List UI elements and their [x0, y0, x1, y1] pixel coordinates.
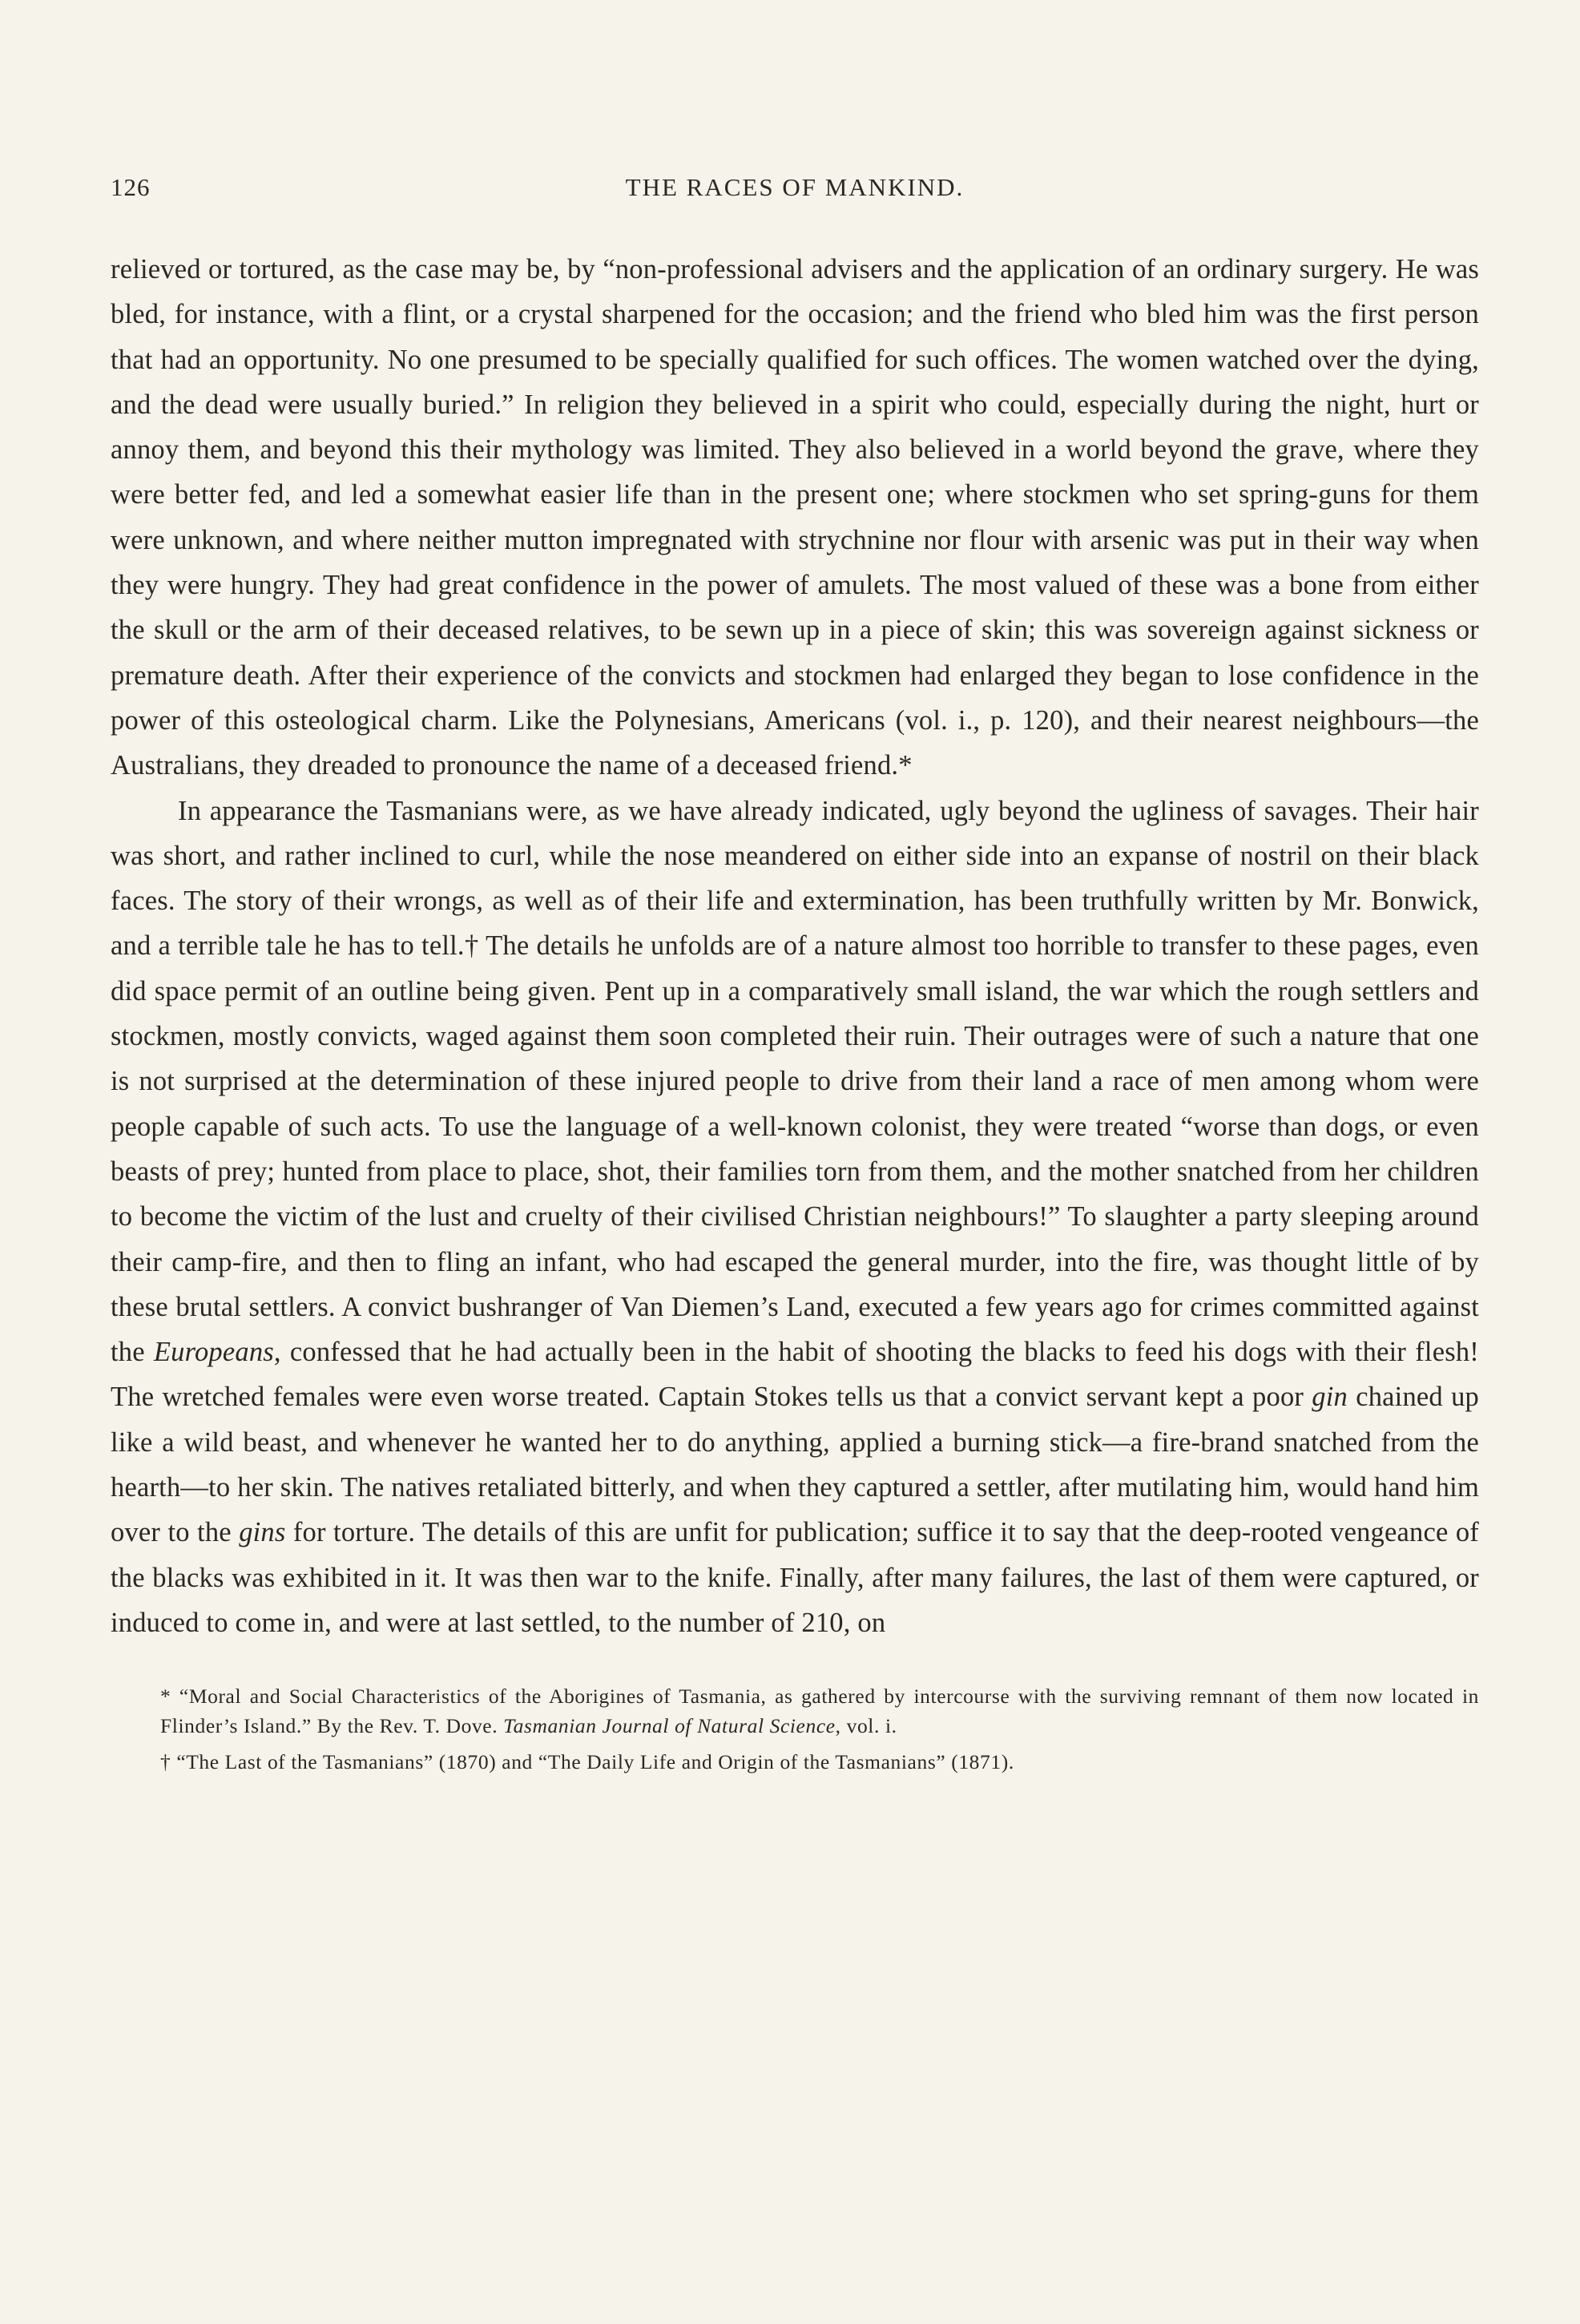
footnote-asterisk — [160, 1681, 1479, 1741]
italic-europeans: Europeans — [153, 1337, 274, 1368]
body-text — [111, 247, 1479, 1645]
footnote-dagger: † “The Last of the Tasmanians” (1870) and “The Daily Life and Origin of the Tasmanians” (1871). — [160, 1750, 1014, 1774]
running-head — [111, 173, 1479, 205]
italic-gin: gin — [1312, 1382, 1348, 1413]
paragraph-2 — [111, 789, 1479, 1646]
paragraph-2-part-1: In appearance the Tasmanians were, as we have already indicated, ugly beyond the ugliness of savages. Their hair was short, and rather inclined to curl, while the nose meandered on either side into an expanse of nostril on their black faces. The story of their wrongs, as well as of their life and extermination, has been truthfully written by Mr. Bonwick, and a terrible tale he has to tell.† The details he unfolds are of a nature almost too horrible to transfer to these pages, even did space permit of an outline being given. Pent up in a comparatively small island, the war which the rough settlers and stockmen, mostly convicts, waged against them soon completed their ruin. Their outrages were of such a nature that one is not surprised at the determination of these injured people to drive from their land a race of men among whom were people capable of such acts. To use the language of a well-known colonist, they were treated “worse than dogs, or even beasts of prey; hunted from place to place, shot, their families torn from them, and the mother snatched from her children to become the victim of the lust and cruelty of their civilised Christian neighbours!” To slaughter a party sleeping around their camp-fire, and then to fling an infant, who had escaped the general murder, into the fire, was thought little of by these brutal settlers. A convict bushranger of Van Diemen’s Land, executed a few years ago for crimes committed against the — [111, 795, 1479, 1368]
paragraph-2-part-4: for torture. The details of this are unfit for publication; suffice it to say that the deep-rooted vengeance of the blacks was exhibited in it. It was then war to the knife. Finally, after many failures, the last of them were captured, or induced to come in, and were at last settled, to the number of 210, on — [111, 1517, 1479, 1638]
footnote-journal-title: Tasmanian Journal of Natural Science — [503, 1714, 836, 1738]
footnote-asterisk-tail: , vol. i. — [835, 1714, 897, 1738]
paragraph-1: relieved or tortured, as the case may be, by “non-professional advisers and the application of an ordinary surgery. He was bled, for instance, with a flint, or a crystal sharpened for the occasion; and the friend who bled him was the first person that had an opportunity. No one presumed to be specially qualified for such offices. The women watched over the dying, and the dead were usually buried.” In religion they believed in a spirit who could, especially during the night, hurt or annoy them, and beyond this their mythology was limited. They also believed in a world beyond the grave, where they were better fed, and led a somewhat easier life than in the present one; where stockmen who set spring-guns for them were unknown, and where neither mutton impregnated with strychnine nor flour with arsenic was put in their way when they were hungry. They had great confidence in the power of amulets. The most valued of these was a bone from either the skull or the arm of their deceased relatives, to be sewn up in a piece of skin; this was sovereign against sickness or premature death. After their experience of the convicts and stockmen had enlarged they began to lose confidence in the power of this osteological charm. Like the Polynesians, Americans (vol. i., p. 120), and their nearest neighbours—the Australians, they dreaded to pronounce the name of a deceased friend.* — [111, 254, 1479, 781]
running-title: THE RACES OF MANKIND. — [625, 173, 965, 201]
page-number: 126 — [111, 173, 151, 201]
paragraph-2-part-2: , confessed that he had actually been in the habit of shooting the blacks to feed his dogs with their flesh! The wretched females were even worse treated. Captain Stokes tells us that a convict servant kept a poor — [111, 1337, 1479, 1413]
footnotes — [111, 1681, 1479, 1777]
page — [111, 173, 1479, 1777]
paragraph-2-part-3: chained up like a wild beast, and whenever he wanted her to do anything, applied a burning stick—a fire-brand snatched from the hearth—to her skin. The natives retaliated bitterly, and when they captured a settler, after mutilating him, would hand him over to the — [111, 1382, 1479, 1548]
italic-gins: gins — [239, 1517, 286, 1548]
footnote-asterisk-text: * “Moral and Social Characteristics of the Aborigines of Tasmania, as gathered by intercourse with the surviving remnant of them now located in Flinder’s Island.” By the Rev. T. Dove. — [160, 1684, 1479, 1738]
